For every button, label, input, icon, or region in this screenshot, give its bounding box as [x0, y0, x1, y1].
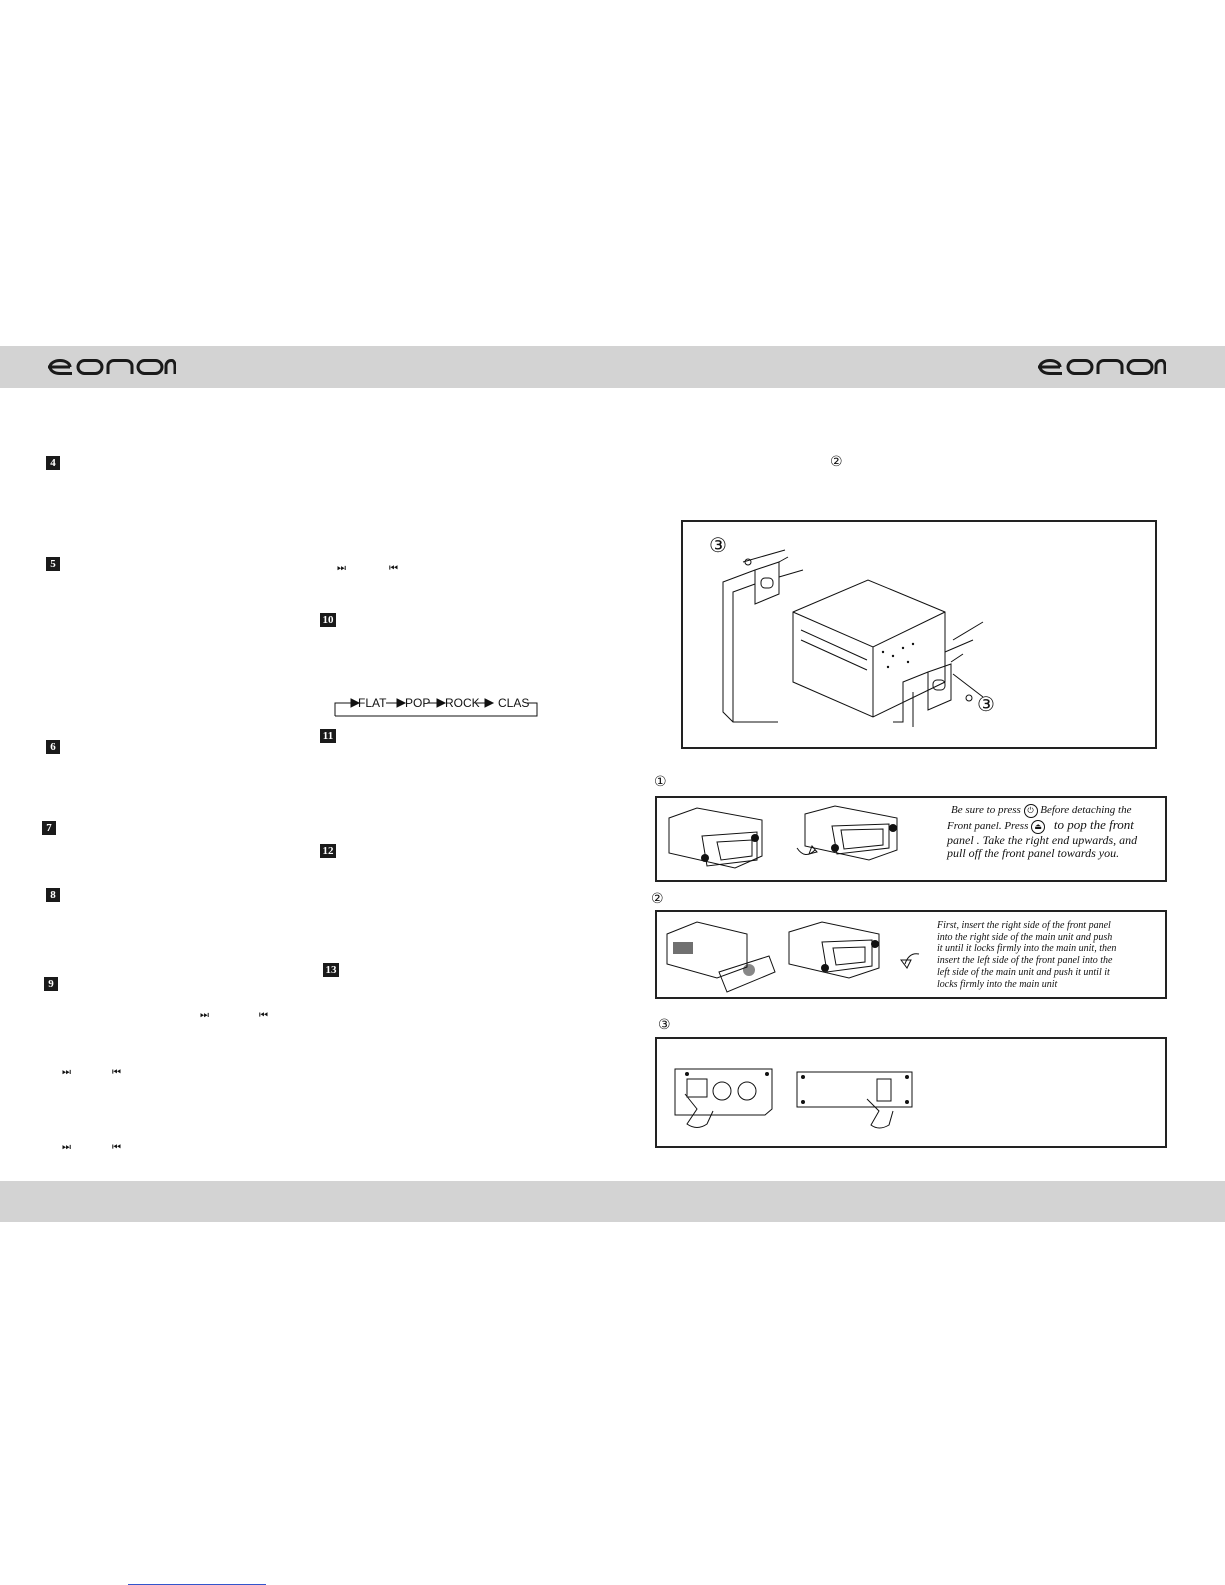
- marker-11: 11: [320, 729, 336, 743]
- step-1-text-a: Be sure to press: [951, 804, 1021, 816]
- eq-flat: FLAT: [358, 696, 387, 710]
- marker-10: 10: [320, 613, 336, 627]
- prev-track-icon: ⏮: [259, 1010, 266, 1021]
- eject-icon: ⏏: [1031, 820, 1045, 834]
- step-1-number: ①: [654, 774, 667, 790]
- step-2-line-4: insert the left side of the front panel into the: [937, 955, 1113, 967]
- next-track-icon: ⏭: [62, 1067, 69, 1078]
- prev-track-icon: ⏮: [112, 1142, 119, 1153]
- step-1-text-b: Before detaching the: [1040, 804, 1132, 816]
- marker-12: 12: [320, 844, 336, 858]
- step-2-line-2: into the right side of the main unit and push: [937, 931, 1113, 943]
- step-2-line-1: First, insert the right side of the front panel: [937, 920, 1111, 931]
- eq-pop: POP: [405, 696, 431, 710]
- step-2-line-6: locks firmly into the main unit: [937, 978, 1058, 990]
- step-1-text-c: Front panel. Press: [947, 820, 1029, 832]
- step-1-text-e: panel . Take the right end upwards, and: [947, 833, 1138, 847]
- step-1-text-f: pull off the front panel towards you.: [947, 846, 1120, 860]
- prev-track-icon: ⏮: [112, 1067, 119, 1078]
- step-2-panel: [655, 910, 1167, 999]
- next-track-icon: ⏭: [337, 563, 344, 574]
- marker-5: 5: [46, 557, 60, 571]
- step-1-text-d: to pop the front: [1053, 817, 1134, 832]
- marker-8: 8: [46, 888, 60, 902]
- next-track-icon: ⏭: [62, 1142, 69, 1153]
- prev-track-icon: ⏮: [389, 563, 396, 574]
- marker-4: 4: [46, 456, 60, 470]
- marker-9: 9: [44, 977, 58, 991]
- screw-label-right: ③: [977, 692, 995, 716]
- brand-logo-right: [1036, 359, 1166, 375]
- step-3-panel: [655, 1037, 1167, 1148]
- step-2-line-3: it until it locks firmly into the main unit, then: [937, 943, 1117, 955]
- marker-6: 6: [46, 740, 60, 754]
- power-icon: ⏻: [1024, 804, 1038, 818]
- eq-cycle-diagram: [333, 694, 539, 718]
- step-3-number: ③: [658, 1017, 671, 1033]
- eq-clas: CLAS: [498, 696, 530, 710]
- mounting-bracket-diagram: [681, 520, 1157, 749]
- next-track-icon: ⏭: [200, 1010, 207, 1021]
- eq-rock: ROCK: [445, 696, 480, 710]
- step-1-panel: [655, 796, 1167, 882]
- brand-logo-left: [46, 359, 176, 375]
- step-2-line-5: left side of the main unit and push it until it: [937, 966, 1110, 978]
- step-2-note: [937, 920, 1167, 990]
- step-1-note: [947, 804, 1167, 860]
- step-2-number: ②: [651, 891, 664, 907]
- screw-label-left: ③: [709, 533, 727, 557]
- step-number-top: ②: [830, 454, 843, 470]
- marker-7: 7: [42, 821, 56, 835]
- marker-13: 13: [323, 963, 339, 977]
- footer-band: [0, 1181, 1225, 1222]
